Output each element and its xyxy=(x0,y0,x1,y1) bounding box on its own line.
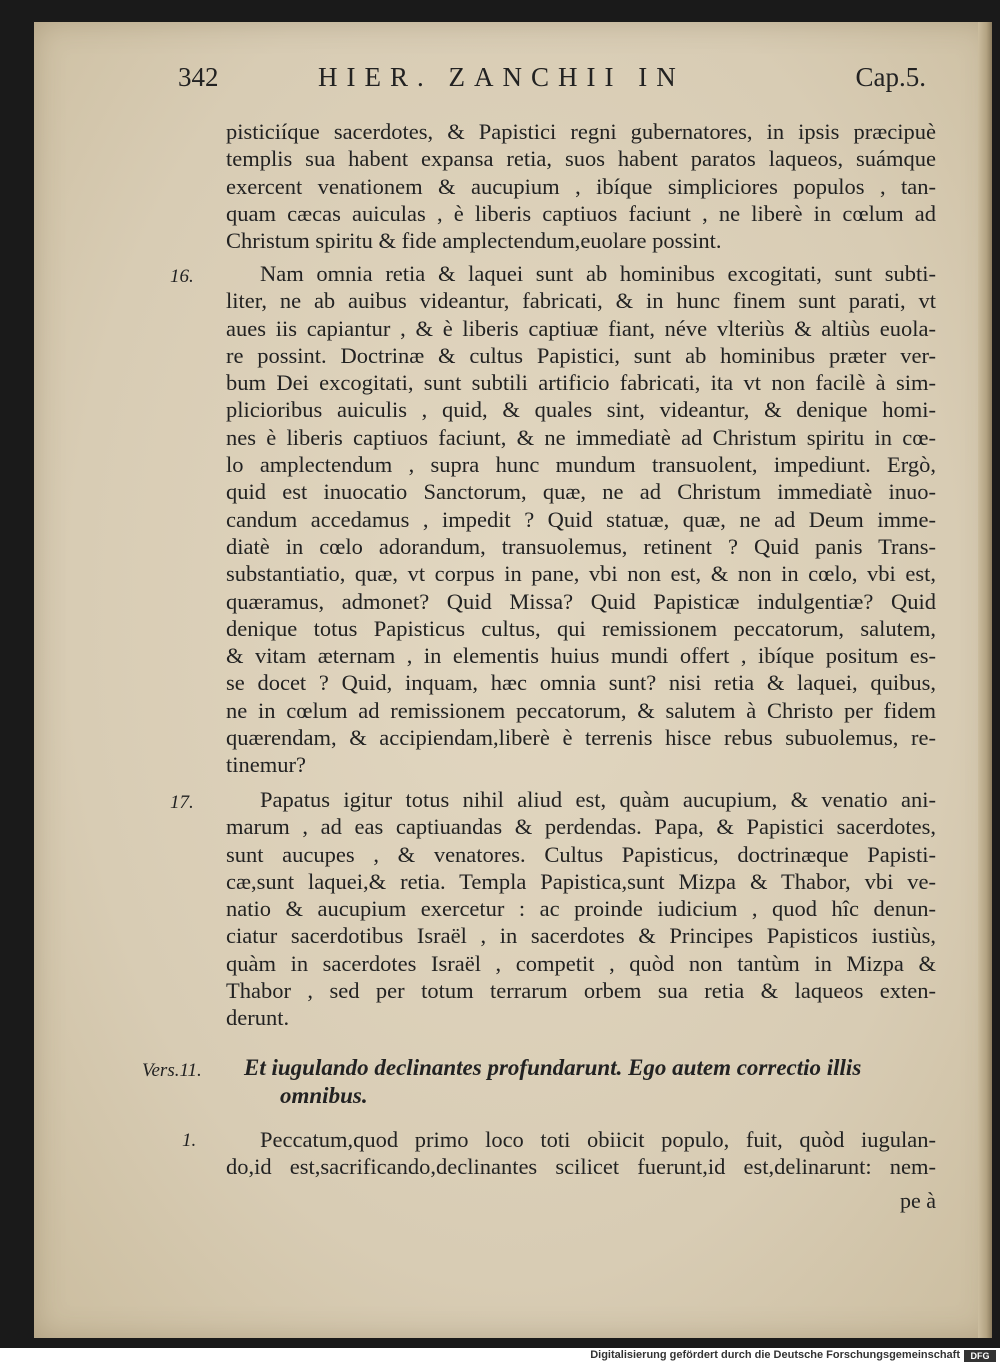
page-edge xyxy=(978,22,992,1338)
text-line: Peccatum,quod primo loco toti obiicit populo, fuit, quòd iugulan- xyxy=(260,1127,936,1152)
text-line: liter, ne ab auibus videantur, fabricati, & in hunc finem sunt parati, vt xyxy=(226,288,936,314)
text-line: derunt. xyxy=(226,1005,290,1031)
text-line: ne in cœlum ad remissionem peccatorum, & salutem à Christo per fidem xyxy=(226,697,936,723)
text-line: plicioribus auiculis , quid, & quales sint, videantur, & denique homi- xyxy=(226,397,936,423)
text-line: Nam omnia retia & laquei sunt ab hominibus excogitati, sunt subti- xyxy=(260,261,936,286)
paragraph-2 xyxy=(226,260,936,779)
text-line: natio & aucupium exercetur : ac proinde iudicium , quod hîc denun- xyxy=(226,896,936,922)
text-line: se docet ? Quid, inquam, hæc omnia sunt? nisi retia & laquei, quibus, xyxy=(226,670,936,696)
text-line: nes è liberis captiuos faciunt, & ne immediatè ad Christum spiritu in cœ- xyxy=(226,424,936,450)
text-line: Thabor , sed per totum terrarum orbem sua retia & laqueos exten- xyxy=(226,978,936,1004)
verse-heading xyxy=(244,1054,934,1110)
text-line: marum , ad eas captiuandas & perdendas. Papa, & Papistici sacerdotes, xyxy=(226,814,936,840)
text-line: candum accedamus , impedit ? Quid statuæ, quæ, ne ad Deum imme- xyxy=(226,506,936,532)
text-line: denique totus Papisticus cultus, qui remissionem peccatorum, salutem, xyxy=(226,615,936,641)
verse-reference: Vers.11. xyxy=(142,1060,202,1081)
margin-number: 17. xyxy=(170,792,194,813)
text-line: aues iis capiantur , & è liberis captiuæ fiant, néve vlteriùs & altiùs euola- xyxy=(226,315,936,341)
verse-line: omnibus. xyxy=(280,1083,368,1108)
text-line: quæramus, admonet? Quid Missa? Quid Papisticæ indulgentiæ? Quid xyxy=(226,588,936,614)
paragraph-1 xyxy=(226,118,936,254)
text-line: do,id est,sacrificando,declinantes scilicet fuerunt,id est,delinarunt: nem- xyxy=(226,1154,936,1180)
page-header xyxy=(178,60,926,100)
text-line: sunt aucupes , & venatores. Cultus Papisticus, doctrinæque Papisti- xyxy=(226,841,936,867)
funding-credit: Digitalisierung gefördert durch die Deutsche Forschungsgemeinschaft xyxy=(590,1349,960,1361)
text-line: quam cæcas auiculas , è liberis captiuos faciunt , ne liberè in cœlum ad xyxy=(226,200,936,226)
dfg-logo: DFG xyxy=(964,1350,996,1362)
paragraph-3 xyxy=(226,786,936,1032)
text-line: exercent venationem & aucupium , ibíque simpliciores populos , tan- xyxy=(226,173,936,199)
verse-line: Et iugulando declinantes profundarunt. Ego autem correctio illis xyxy=(244,1055,862,1080)
running-title: HIER. ZANCHII IN xyxy=(318,62,685,92)
digitization-footer xyxy=(0,1348,1000,1364)
text-line: diatè in cœlo adorandum, transuolemus, retinent ? Quid panis Trans- xyxy=(226,533,936,559)
text-line: quid est inuocatio Sanctorum, quæ, ne ad Christum immediatè inuo- xyxy=(226,479,936,505)
text-line: re possint. Doctrinæ & cultus Papistici, sunt ab hominibus præter ver- xyxy=(226,342,936,368)
text-line: ciatur sacerdotibus Israël , in sacerdotes & Principes Papisticos iustiùs, xyxy=(226,923,936,949)
text-line: lo amplectendum , supra hunc mundum transuolent, impediunt. Ergò, xyxy=(226,452,936,478)
paragraph-4 xyxy=(226,1126,936,1181)
text-line: Papatus igitur totus nihil aliud est, quàm aucupium, & venatio ani- xyxy=(260,787,936,812)
text-line: Christum spiritu & fide amplectendum,euolare possint. xyxy=(226,228,722,254)
page-number: 342 xyxy=(178,62,219,92)
margin-number: 16. xyxy=(170,266,194,287)
chapter-label: Cap.5. xyxy=(855,62,926,92)
catchword: pe à xyxy=(899,1188,936,1213)
text-line: bum Dei excogitati, sunt subtili artificio fabricati, ita vt non facilè à sim- xyxy=(226,370,936,396)
text-line: pisticiíque sacerdotes, & Papistici regni gubernatores, in ipsis præcipuè xyxy=(226,119,936,144)
text-line: tinemur? xyxy=(226,752,306,778)
text-line: quærendam, & accipiendam,liberè è terrenis hisce rebus subuolemus, re- xyxy=(226,725,936,751)
text-line: substantiatio, quæ, vt corpus in pane, vbi non est, & non in cœlo, vbi est, xyxy=(226,561,936,587)
margin-number: 1. xyxy=(182,1130,197,1151)
text-line: templis sua habent expansa retia, suos habent paratos laqueos, suámque xyxy=(226,146,936,172)
text-line: & vitam æternam , in elementis huius mundi offert , ibíque positum es- xyxy=(226,643,936,669)
text-line: cæ,sunt laquei,& retia. Templa Papistica,sunt Mizpa & Thabor, vbi ve- xyxy=(226,868,936,894)
text-line: quàm in sacerdotes Israël , competit , quòd non tantùm in Mizpa & xyxy=(226,950,936,976)
